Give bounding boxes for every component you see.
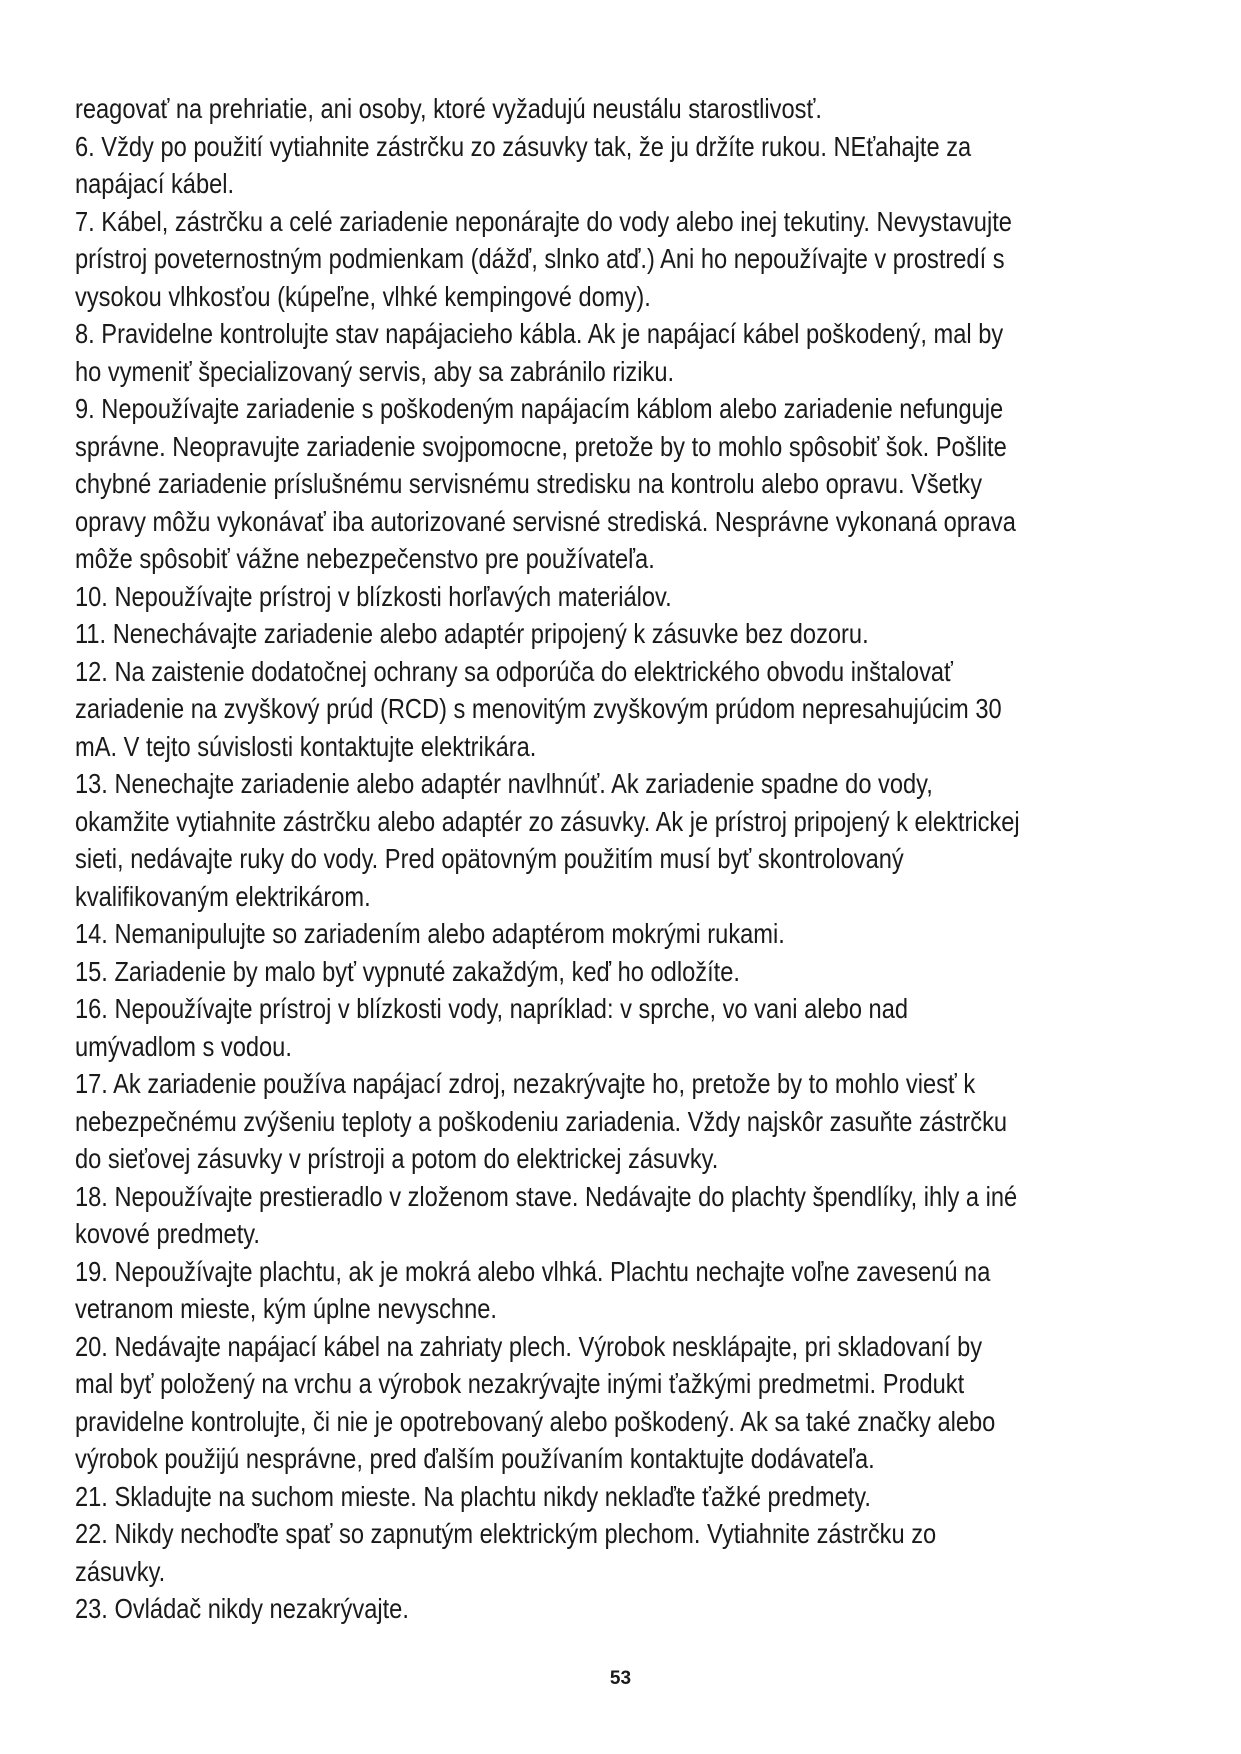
page-number: 53 [609,1668,632,1689]
text-line: 8. Pravidelne kontrolujte stav napájacieho kábla. Ak je napájací kábel poškodený, mal by [75,318,1004,349]
text-line: 11. Nenechávajte zariadenie alebo adaptér pripojený k zásuvke bez dozoru. [75,618,869,649]
document-body [75,90,1175,1628]
text-line: 21. Skladujte na suchom mieste. Na plachtu nikdy neklaďte ťažké predmety. [75,1480,871,1512]
text-line: pravidelne kontrolujte, či nie je opotrebovaný alebo poškodený. Ak sa také značky alebo [75,1405,996,1437]
text-line: napájací kábel. [75,168,235,199]
text-line: umývadlom s vodou. [75,1030,292,1062]
text-line: výrobok použijú nesprávne, pred ďalším používaním kontaktujte dodávateľa. [75,1443,875,1474]
text-line: 7. Kábel, zástrčku a celé zariadenie neponárajte do vody alebo inej tekutiny. Nevystavujte [75,205,1012,237]
text-line: 20. Nedávajte napájací kábel na zahriaty plech. Výrobok nesklápajte, pri skladovaní by [75,1330,983,1362]
text-line: 22. Nikdy nechoďte spať so zapnutým elektrickým plechom. Vytiahnite zástrčku zo [75,1518,937,1549]
text-line: vysokou vlhkosťou (kúpeľne, vlhké kempingové domy). [75,280,651,312]
text-line: správne. Neopravujte zariadenie svojpomocne, pretože by to mohlo spôsobiť šok. Pošlite [75,430,1007,462]
text-line: môže spôsobiť vážne nebezpečenstvo pre používateľa. [75,543,655,574]
text-line: kvalifikovaným elektrikárom. [75,880,371,912]
text-line: ho vymeniť špecializovaný servis, aby sa zabránilo riziku. [75,355,675,387]
text-line: 23. Ovládač nikdy nezakrývajte. [75,1593,409,1624]
text-line: do sieťovej zásuvky v prístroji a potom do elektrickej zásuvky. [75,1143,719,1174]
text-line: prístroj poveternostným podmienkam (dážď, slnko atď.) Ani ho nepoužívajte v prostredí s [75,243,1005,274]
text-line: zariadenie na zvyškový prúd (RCD) s menovitým zvyškovým prúdom nepresahujúcim 30 [75,693,1002,724]
text-line: 15. Zariadenie by malo byť vypnuté zakaždým, keď ho odložíte. [75,955,740,987]
text-line: 12. Na zaistenie dodatočnej ochrany sa odporúča do elektrického obvodu inštalovať [75,655,953,687]
text-line: 9. Nepoužívajte zariadenie s poškodeným napájacím káblom alebo zariadenie nefunguje [75,393,1004,424]
text-line: kovové predmety. [75,1218,260,1249]
text-line: 18. Nepoužívajte prestieradlo v zloženom stave. Nedávajte do plachty špendlíky, ihly a iné [75,1180,1018,1212]
text-line: 19. Nepoužívajte plachtu, ak je mokrá alebo vlhká. Plachtu nechajte voľne zavesenú na [75,1255,991,1287]
text-line: vetranom mieste, kým úplne nevyschne. [75,1293,497,1324]
text-line: 6. Vždy po použití vytiahnite zástrčku zo zásuvky tak, že ju držíte rukou. NEťahajte za [75,130,972,162]
text-line: nebezpečnému zvýšeniu teploty a poškodeniu zariadenia. Vždy najskôr zasuňte zástrčku [75,1105,1008,1137]
text-line: 13. Nenechajte zariadenie alebo adaptér navlhnúť. Ak zariadenie spadne do vody, [75,768,933,799]
text-line: chybné zariadenie príslušnému servisnému stredisku na kontrolu alebo opravu. Všetky [75,468,983,499]
text-line: mal byť položený na vrchu a výrobok nezakrývajte inými ťažkými predmetmi. Produkt [75,1368,965,1399]
text-line: 16. Nepoužívajte prístroj v blízkosti vody, napríklad: v sprche, vo vani alebo nad [75,993,909,1024]
text-line: reagovať na prehriatie, ani osoby, ktoré vyžadujú neustálu starostlivosť. [75,93,822,124]
text-line: mA. V tejto súvislosti kontaktujte elektrikára. [75,730,537,762]
text-line: 10. Nepoužívajte prístroj v blízkosti horľavých materiálov. [75,580,672,612]
text-line: okamžite vytiahnite zástrčku alebo adaptér zo zásuvky. Ak je prístroj pripojený k elektrickej [75,805,1020,837]
text-line: opravy môžu vykonávať iba autorizované servisné strediská. Nesprávne vykonaná oprava [75,505,1016,537]
text-line: 14. Nemanipulujte so zariadením alebo adaptérom mokrými rukami. [75,918,785,949]
text-line: sieti, nedávajte ruky do vody. Pred opätovným použitím musí byť skontrolovaný [75,843,904,874]
text-line: zásuvky. [75,1555,166,1587]
text-line: 17. Ak zariadenie používa napájací zdroj, nezakrývajte ho, pretože by to mohlo viesť k [75,1068,976,1099]
